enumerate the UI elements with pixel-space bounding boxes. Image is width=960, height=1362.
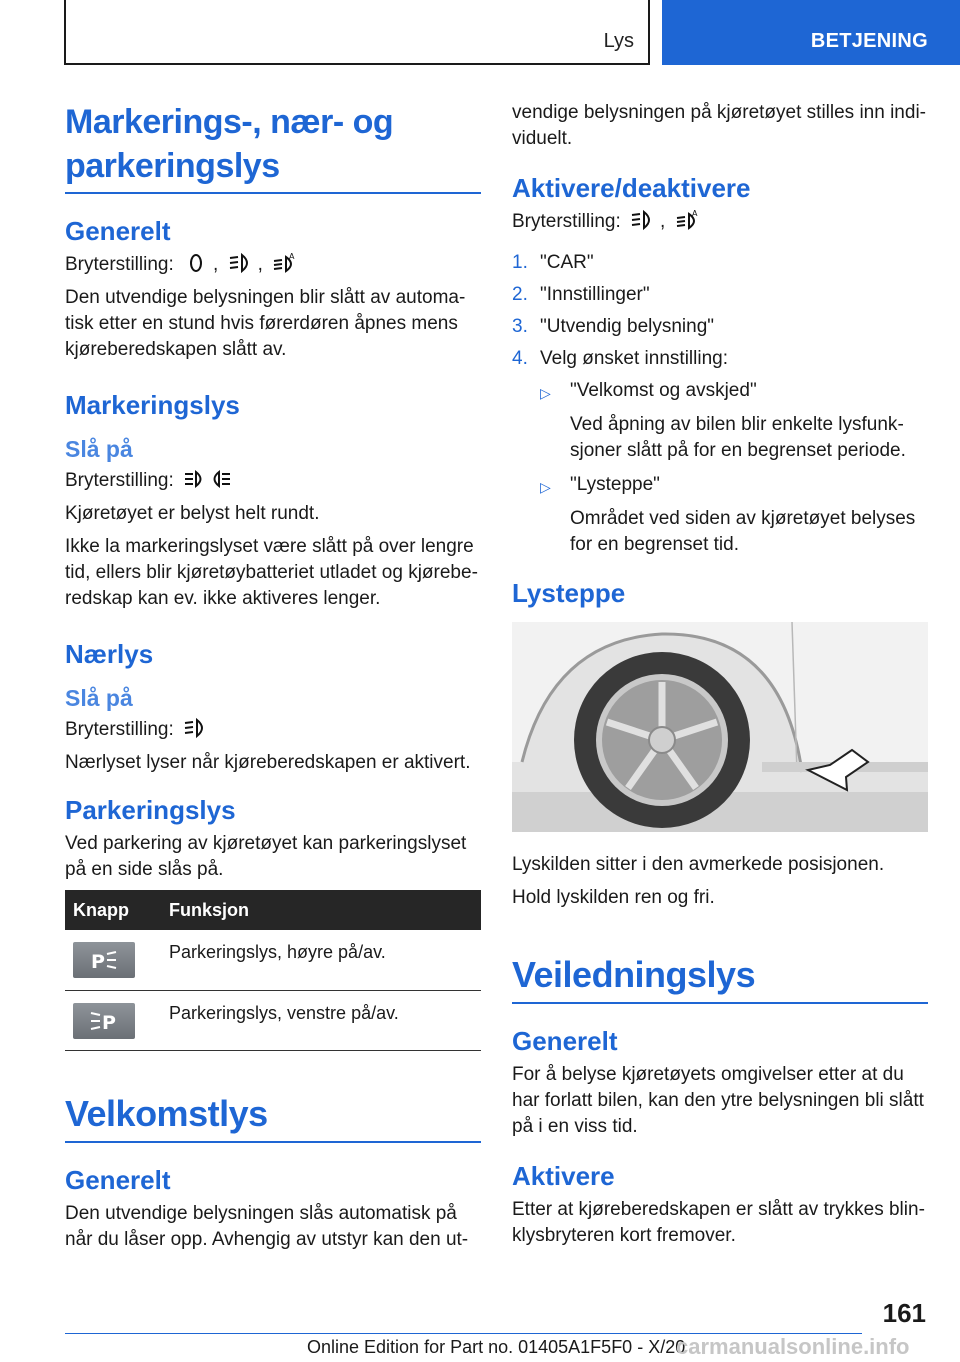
header-chapter-box	[662, 0, 960, 65]
generelt-text: Den utvendige belysningen blir slått av automatisk etter en stund hvis førerdøren åpnes mens kjøreberedskapen slått av.	[65, 287, 466, 360]
heading-markeringslys: Markeringslys	[65, 390, 240, 420]
svg-text:P: P	[102, 1011, 116, 1033]
table-header-funksjon: Funksjon	[161, 890, 481, 930]
watermark: carmanualsonline.info	[676, 1334, 910, 1359]
page-title: Markerings-, nær- og parkeringslys	[65, 100, 481, 194]
list-item	[512, 314, 928, 340]
triangle-bullet-icon: ▷	[540, 479, 551, 495]
list-item	[512, 250, 928, 276]
car-wheel-photo	[512, 622, 928, 832]
heading-parkeringslys: Parkeringslys	[65, 795, 236, 825]
heading-naerlys: Nærlys	[65, 639, 154, 669]
low-beam-icon	[183, 717, 209, 739]
list-number: 1.	[512, 252, 528, 273]
list-number: 3.	[512, 316, 528, 337]
list-number: 2.	[512, 284, 528, 305]
table-row	[65, 930, 481, 990]
veiledningslys-title: Veiledningslys	[512, 952, 928, 1004]
table-cell-function: Parkeringslys, høyre på/av.	[161, 930, 481, 990]
sub-list-description: Ved åpning av bilen blir enkelte lysfunksjoner slått på for en begrenset periode.	[570, 414, 906, 461]
naerlys-text: Nærlyset lyser når kjøreberedskapen er aktivert.	[65, 752, 471, 773]
switch-position-line	[512, 209, 928, 235]
switch-position-line	[65, 468, 481, 494]
separator: ,	[660, 211, 666, 232]
veiledningslys-text: For å belyse kjøretøyets omgivelser etter at du har forlatt bilen, kan den ytre belysningen bli slått på i en viss tid.	[512, 1064, 924, 1137]
chapter-title: BETJENING	[810, 30, 928, 52]
table-header-knapp: Knapp	[65, 890, 161, 930]
heading-lysteppe: Lysteppe	[512, 578, 626, 608]
table-row	[65, 990, 481, 1050]
lysteppe-text1: Lyskilden sitter i den avmerkede posisjonen.	[512, 854, 885, 875]
markeringslys-text2: Ikke la markeringslyset være slått på over lengre tid, ellers blir kjøretøybatteriet utladet og kjøreberedskap kan ev. ikke aktiveres lenger.	[65, 536, 478, 609]
section-title: Lys	[603, 30, 634, 52]
list-item	[512, 346, 928, 372]
parkeringslys-text: Ved parkering av kjøretøyet kan parkeringslyset på en side slås på.	[65, 833, 467, 880]
sub-list-description: Området ved siden av kjøretøyet belyses for en begrenset tid.	[570, 508, 916, 555]
list-text: Velg ønsket innstilling:	[540, 348, 728, 369]
switch-label: Bryterstilling:	[65, 470, 174, 491]
aktivere-text: Etter at kjøreberedskapen er slått av trykkes blinklysbryteren kort fremover.	[512, 1199, 925, 1246]
edition-text: Online Edition for Part no. 01405A1F5F0 - X/20	[307, 1337, 686, 1357]
page-number: 161	[882, 1298, 926, 1328]
heading-generelt: Generelt	[65, 216, 171, 246]
switch-label: Bryterstilling:	[65, 254, 174, 275]
switch-position-line	[65, 252, 481, 278]
svg-text:P: P	[91, 951, 105, 972]
sub-list-item	[540, 472, 928, 500]
heading-generelt: Generelt	[512, 1026, 618, 1056]
table-header-row	[65, 890, 481, 930]
separator: ,	[257, 254, 263, 275]
heading-aktivere: Aktivere	[512, 1161, 615, 1191]
svg-text:A: A	[691, 209, 698, 218]
list-text: "Innstillinger"	[540, 284, 650, 305]
header-section-box	[64, 0, 650, 65]
sub-list-text: "Lysteppe"	[570, 474, 660, 495]
automatic-headlight-icon	[272, 252, 298, 274]
low-beam-icon	[630, 209, 656, 231]
lysteppe-text2: Hold lyskilden ren og fri.	[512, 887, 715, 908]
heading-generelt: Generelt	[65, 1164, 171, 1195]
sub-list-text: "Velkomst og avskjed"	[570, 380, 757, 401]
automatic-headlight-icon	[675, 209, 701, 231]
list-text: "CAR"	[540, 252, 594, 273]
heading-aktivere-deaktivere: Aktivere/deaktivere	[512, 173, 751, 203]
table-cell-function: Parkeringslys, venstre på/av.	[161, 990, 481, 1050]
switch-position-line	[65, 717, 481, 743]
auto-light-icon	[183, 252, 209, 274]
list-text: "Utvendig belysning"	[540, 316, 715, 337]
low-beam-icon	[228, 252, 254, 274]
parking-light-right-icon	[73, 942, 135, 978]
markeringslys-text1: Kjøretøyet er belyst helt rundt.	[65, 503, 320, 524]
subheading-sla-pa: Slå på	[65, 436, 133, 462]
switch-label: Bryterstilling:	[65, 719, 174, 740]
list-item	[512, 282, 928, 308]
velkomstlys-title: Velkomstlys	[65, 1091, 481, 1143]
separator: ,	[213, 254, 219, 275]
sub-list-item	[540, 378, 928, 406]
left-column	[65, 100, 481, 1260]
list-number: 4.	[512, 348, 528, 369]
switch-label: Bryterstilling:	[512, 211, 621, 232]
right-column	[512, 100, 928, 1256]
parking-light-table	[65, 890, 481, 1051]
velkomstlys-text: Den utvendige belysningen slås automatisk på når du låser opp. Avhengig av utstyr kan den ut-	[65, 1202, 469, 1250]
parking-light-left-icon	[73, 1003, 135, 1039]
triangle-bullet-icon: ▷	[540, 385, 551, 401]
svg-text:A: A	[289, 252, 295, 261]
side-lights-icon	[183, 468, 233, 490]
subheading-sla-pa: Slå på	[65, 685, 133, 711]
continued-text: vendige belysningen på kjøretøyet stilles inn individuelt.	[512, 102, 926, 149]
